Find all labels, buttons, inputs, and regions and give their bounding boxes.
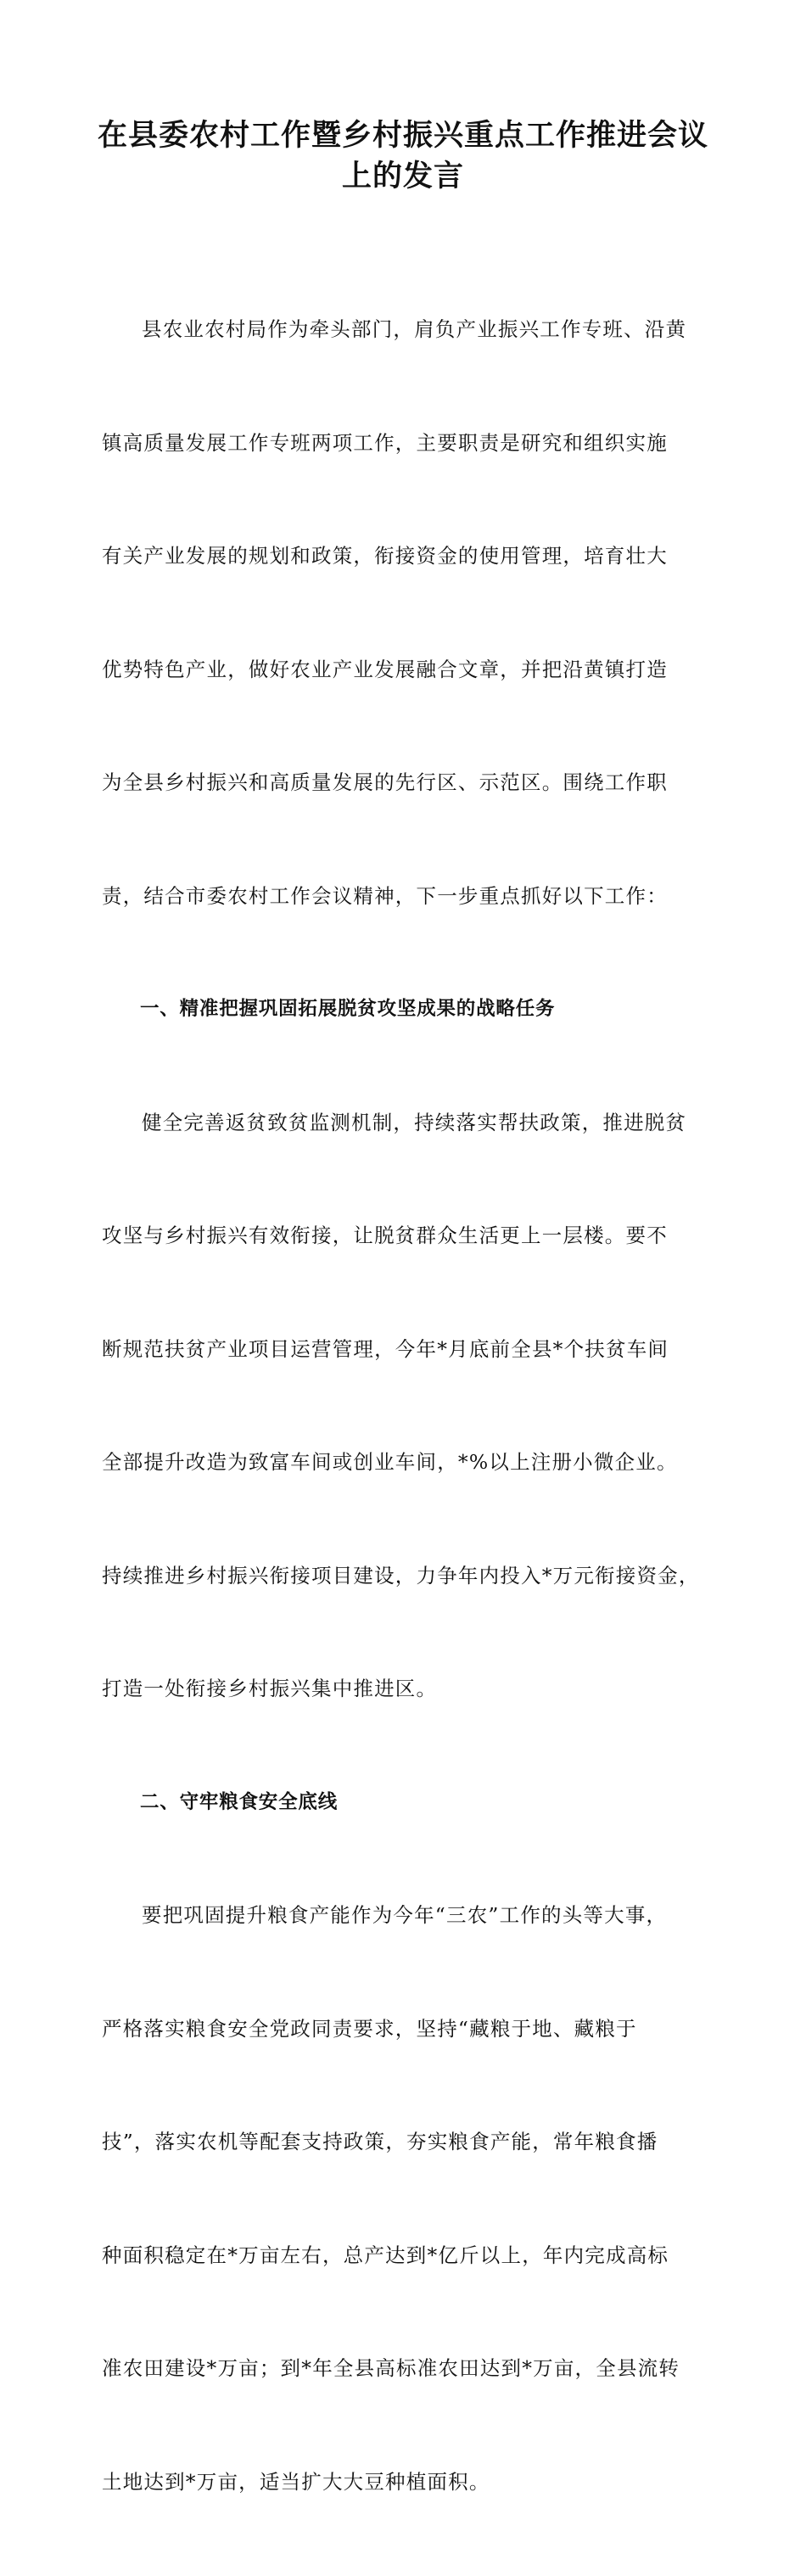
intro-line-2: 镇高质量发展工作专班两项工作，主要职责是研究和组织实施	[102, 430, 668, 455]
document-body	[102, 235, 704, 2576]
title-line-2: 上的发言	[341, 159, 464, 193]
intro-line-3: 有关产业发展的规划和政策，衔接资金的使用管理，培育壮大	[102, 544, 668, 568]
intro-line-4: 优势特色产业，做好农业产业发展融合文章，并把沿黄镇打造	[102, 657, 668, 681]
section-2-line-2: 严格落实粮食安全党政同责要求，坚持“藏粮于地、藏粮于	[102, 2016, 637, 2041]
section-2-line-5: 准农田建设*万亩；到*年全县高标准农田达到*万亩，全县流转	[102, 2356, 680, 2380]
document-title	[93, 115, 713, 197]
intro-line-5: 为全县乡村振兴和高质量发展的先行区、示范区。围绕工作职	[102, 770, 668, 794]
section-1-line-6: 打造一处衔接乡村振兴集中推进区。	[102, 1677, 438, 1700]
title-line-1: 在县委农村工作暨乡村振兴重点工作推进会议	[97, 118, 708, 153]
section-1-paragraph	[102, 1028, 704, 1784]
intro-line-6: 责，结合市委农村工作会议精神，下一步重点抓好以下工作：	[102, 883, 668, 908]
section-1-line-5: 持续推进乡村振兴衔接项目建设，力争年内投入*万元衔接资金，	[102, 1563, 700, 1588]
section-1-line-3: 断规范扶贫产业项目运营管理，今年*月底前全县*个扶贫车间	[102, 1336, 669, 1361]
section-2-heading: 二、守牢粮食安全底线	[140, 1790, 339, 1813]
section-2-line-6: 土地达到*万亩，适当扩大大豆种植面积。	[102, 2469, 490, 2494]
intro-line-1: 县农业农村局作为牵头部门，肩负产业振兴工作专班、沿黄	[142, 317, 687, 341]
section-2-line-4: 种面积稳定在*万亩左右，总产达到*亿斤以上，年内完成高标	[102, 2243, 669, 2267]
section-2-paragraph	[102, 1821, 704, 2576]
section-2-line-1: 要把巩固提升粮食产能作为今年“三农”工作的头等大事，	[142, 1903, 668, 1927]
section-1-line-1: 健全完善返贫致贫监测机制，持续落实帮扶政策，推进脱贫	[142, 1110, 687, 1134]
intro-paragraph	[102, 235, 704, 990]
section-2-line-3: 技”，落实农机等配套支持政策，夯实粮食产能，常年粮食播	[102, 2130, 658, 2153]
section-1-line-4: 全部提升改造为致富车间或创业车间，*%以上注册小微企业。	[102, 1450, 678, 1474]
section-1-line-2: 攻坚与乡村振兴有效衔接，让脱贫群众生活更上一层楼。要不	[102, 1224, 668, 1247]
section-1-heading: 一、精准把握巩固拓展脱贫攻坚成果的战略任务	[140, 998, 556, 1020]
